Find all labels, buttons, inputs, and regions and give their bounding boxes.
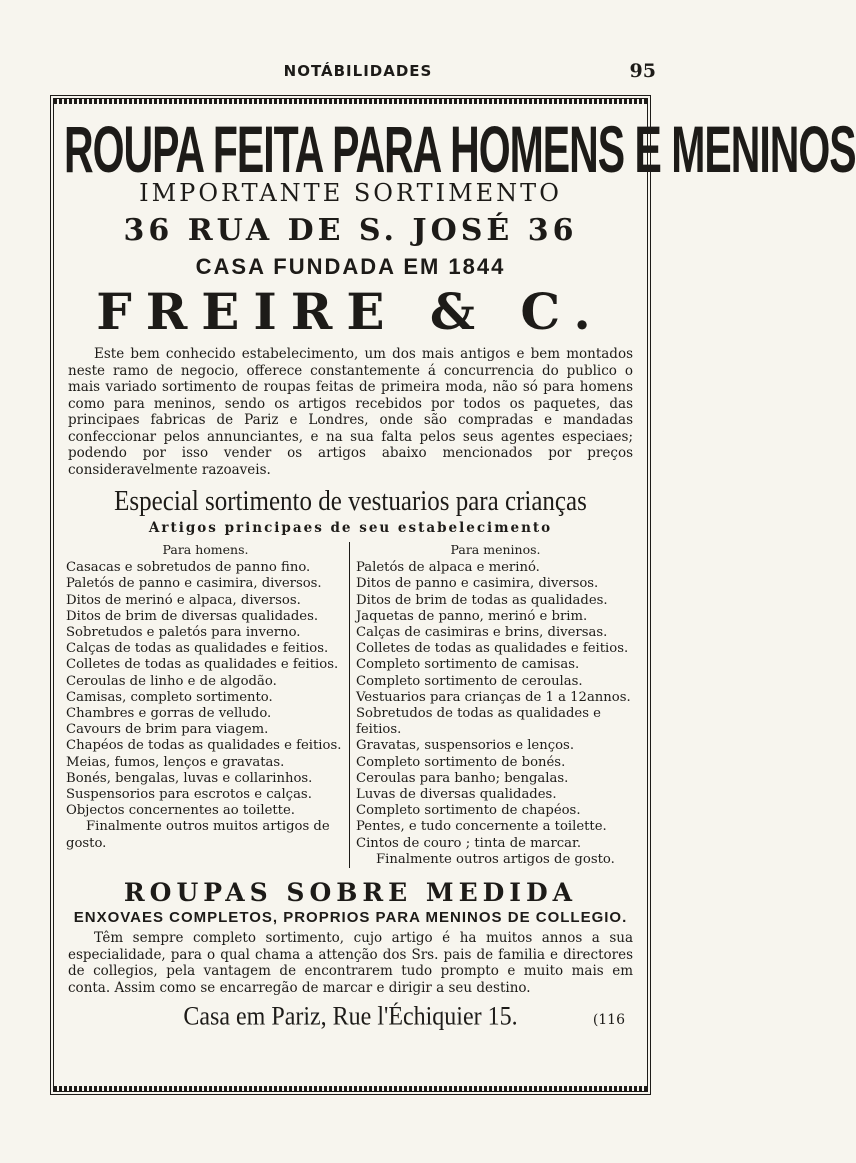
list-item: Camisas, completo sortimento. — [66, 689, 273, 705]
list-item: Pentes, e tudo concernente a toilette. — [356, 819, 607, 835]
list-item: Colletes de todas as qualidades e feitios. — [356, 641, 629, 657]
list-item: Ditos de brim de diversas qualidades. — [66, 608, 319, 624]
page-header — [60, 62, 656, 84]
advert-content — [64, 109, 856, 1081]
list-item: Chambres e gorras de velludo. — [66, 706, 272, 722]
footer-row — [64, 1004, 637, 1034]
list-item: Chapéos de todas as qualidades e feitios. — [66, 738, 342, 754]
firm-name: FREIRE & C. — [96, 282, 605, 341]
boys-list — [356, 560, 635, 852]
list-item: Bonés, bengalas, luvas e collarinhos. — [66, 770, 313, 786]
list-item: Vestuarios para crianças de 1 a 12annos. — [356, 689, 631, 705]
advert-frame — [50, 95, 856, 1095]
list-item: Sobretudos de todas as qualidades e feitios. — [356, 706, 601, 738]
list-item: Ditos de brim de todas as qualidades. — [356, 592, 608, 608]
list-item: Ditos de panno e casimira, diversos. — [356, 576, 599, 592]
list-item: Calças de casimiras e brins, diversas. — [356, 625, 608, 641]
list-item: Completo sortimento de ceroulas. — [356, 673, 583, 689]
mens-list — [66, 560, 345, 819]
mens-final-line: Finalmente outros muitos artigos de gosto. — [66, 819, 330, 851]
running-title: NOTÁBILIDADES — [283, 62, 433, 80]
list-item: Paletós de alpaca e merinó. — [356, 560, 540, 576]
articles-columns — [64, 542, 637, 868]
list-item: Paletós de panno e casimira, diversos. — [66, 576, 322, 592]
intro-paragraph: Este bem conhecido estabelecimento, um dos mais antigos e bem montados neste ramo de negocio, offerece constantemente á concurrencia do publico o mais variado sortimento de roupas feitas de primeira moda, não só para homens como para meninos, sendo os artigos recebidos por todos os paquetes, das principaes fabricas de Pariz e Londres, onde são compradas e mandadas confeccionar pelos annunciantes, e na sua falta pelos seus agentes especiaes; podendo por isso vender os artigos abaixo mencionados por preços consideravelmente razoaveis. — [68, 346, 633, 478]
list-item: Ceroulas de linho e de algodão. — [66, 673, 277, 689]
list-item: Gravatas, suspensorios e lenços. — [356, 738, 575, 754]
founded-line: CASA FUNDADA EM 1844 — [195, 254, 506, 279]
paris-address: Casa em Pariz, Rue l'Échiquier 15. — [183, 1002, 518, 1032]
list-item: Objectos concernentes ao toilette. — [66, 803, 295, 819]
list-item: Completo sortimento de chapéos. — [356, 803, 581, 819]
advert-headline: ROUPA FEITA PARA HOMENS E MENINOS — [64, 113, 856, 187]
list-item: Sobretudos e paletós para inverno. — [66, 625, 301, 641]
list-item: Ditos de merinó e alpaca, diversos. — [66, 592, 301, 608]
list-item: Completo sortimento de bonés. — [356, 754, 566, 770]
list-item: Cintos de couro ; tinta de marcar. — [356, 835, 582, 851]
list-item: Ceroulas para banho; bengalas. — [356, 770, 569, 786]
list-item: Jaquetas de panno, merinó e brim. — [356, 608, 588, 624]
advert-subtitle: IMPORTANTE SORTIMENTO — [139, 179, 562, 207]
articles-heading: Artigos principaes de seu estabelecimento — [148, 520, 553, 536]
advert-address: 36 RUA DE S. JOSÉ 36 — [123, 213, 578, 248]
made-to-measure-heading: ROUPAS SOBRE MEDIDA — [123, 878, 578, 908]
mens-column — [64, 542, 350, 868]
special-heading: Especial sortimento de vestuarios para crianças — [114, 485, 587, 517]
list-item: Meias, fumos, lenços e gravatas. — [66, 754, 285, 770]
list-item: Calças de todas as qualidades e feitios. — [66, 641, 329, 657]
list-item: Colletes de todas as qualidades e feitios. — [66, 657, 339, 673]
trousseau-line: ENXOVAES COMPLETOS, PROPRIOS PARA MENINOS DE COLLEGIO. — [73, 909, 628, 927]
boys-column-title: Para meninos. — [450, 542, 541, 557]
list-item: Luvas de diversas qualidades. — [356, 787, 557, 803]
boys-column — [350, 542, 637, 868]
list-item: Cavours de brim para viagem. — [66, 722, 269, 738]
page-number: 95 — [629, 60, 656, 82]
list-item: Suspensorios para escrotos e calças. — [66, 787, 312, 803]
list-item: Completo sortimento de camisas. — [356, 657, 580, 673]
list-item: Casacas e sobretudos de panno fino. — [66, 560, 311, 576]
closing-paragraph: Têm sempre completo sortimento, cujo artigo é ha muitos annos a sua especialidade, para o qual chama a attenção dos Srs. pais de familia e directores de collegios, pela vantagem de encontrarem tudo prompto e muito mais em conta. Assim como se encarregão de marcar e dirigir a seu destino. — [68, 930, 633, 996]
mens-column-title: Para homens. — [162, 542, 249, 557]
boys-final-line: Finalmente outros artigos de gosto. — [376, 851, 615, 867]
advert-reference-number: (116 — [592, 1012, 625, 1029]
